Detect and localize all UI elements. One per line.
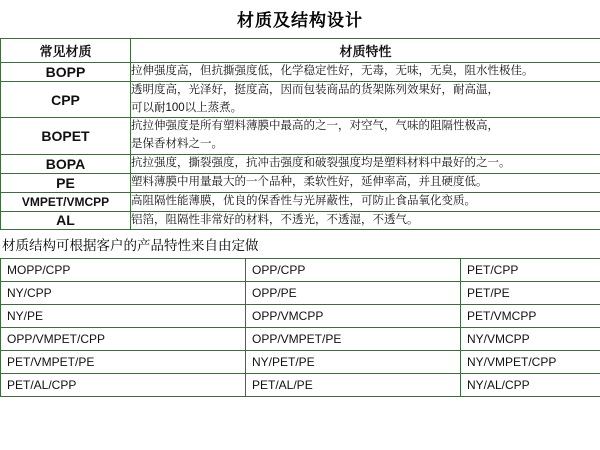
combination-cell: PET/AL/CPP bbox=[1, 374, 246, 397]
description-line: 可以耐100以上蒸煮。 bbox=[131, 101, 243, 114]
combination-cell: PET/CPP bbox=[461, 259, 600, 282]
combination-cell: NY/CPP bbox=[1, 282, 246, 305]
table-row bbox=[1, 155, 600, 174]
table-row bbox=[1, 282, 600, 305]
combination-cell: OPP/PE bbox=[246, 282, 461, 305]
material-description bbox=[131, 192, 600, 211]
description-line: 拉伸强度高，但抗撕强度低，化学稳定性好，无毒，无味，无臭，阻水性极佳。 bbox=[131, 65, 534, 77]
combination-cell: NY/VMCPP bbox=[461, 328, 600, 351]
material-name: AL bbox=[1, 211, 131, 230]
table-header-row bbox=[1, 39, 600, 63]
combination-cell: PET/VMPET/PE bbox=[1, 351, 246, 374]
description-line: 高阻隔性能薄膜，优良的保香性与光屏蔽性，可防止食品氧化变质。 bbox=[131, 194, 476, 207]
material-description bbox=[131, 63, 600, 82]
table-row bbox=[1, 211, 600, 230]
table-row bbox=[1, 351, 600, 374]
description-line: 抗拉强度，撕裂强度，抗冲击强度和破裂强度均是塑料材料中最好的之一。 bbox=[131, 157, 511, 170]
description-line: 塑料薄膜中用量最大的一个品种，柔软性好，延伸率高，并且硬度低。 bbox=[131, 175, 488, 188]
table-row bbox=[1, 192, 600, 211]
material-name: CPP bbox=[1, 81, 131, 118]
table-row bbox=[1, 81, 600, 118]
description-line: 是保香材料之一。 bbox=[131, 138, 223, 151]
material-name: PE bbox=[1, 173, 131, 192]
table-row bbox=[1, 173, 600, 192]
combination-cell: NY/VMPET/CPP bbox=[461, 351, 600, 374]
material-name: VMPET/VMCPP bbox=[1, 192, 131, 211]
combinations-table bbox=[0, 258, 600, 397]
material-name: BOPP bbox=[1, 63, 131, 82]
description-line: 铝箔，阻隔性非常好的材料，不透光，不透湿，不透气。 bbox=[131, 213, 419, 226]
material-description bbox=[131, 173, 600, 192]
material-name: BOPA bbox=[1, 155, 131, 174]
material-description bbox=[131, 155, 600, 174]
material-description bbox=[131, 118, 600, 155]
material-description bbox=[131, 81, 600, 118]
column-header-material: 常见材质 bbox=[1, 39, 131, 63]
combination-cell: NY/PE bbox=[1, 305, 246, 328]
combination-cell: PET/VMCPP bbox=[461, 305, 600, 328]
combination-cell: OPP/VMPET/CPP bbox=[1, 328, 246, 351]
combination-cell: OPP/VMCPP bbox=[246, 305, 461, 328]
combination-cell: PET/AL/PE bbox=[246, 374, 461, 397]
page-title: 材质及结构设计 bbox=[237, 11, 363, 30]
combination-cell: PET/PE bbox=[461, 282, 600, 305]
combination-cell: NY/AL/CPP bbox=[461, 374, 600, 397]
description-line: 透明度高，光泽好，挺度高，因而包装商品的货架陈列效果好，耐高温， bbox=[131, 83, 499, 96]
table-row bbox=[1, 259, 600, 282]
table-row bbox=[1, 63, 600, 82]
section-subtitle: 材质结构可根据客户的产品特性来自由定做 bbox=[2, 238, 259, 254]
column-header-properties: 材质特性 bbox=[131, 39, 600, 63]
description-line: 抗拉伸强度是所有塑料薄膜中最高的之一，对空气，气味的阻隔性极高， bbox=[131, 120, 499, 133]
table-row bbox=[1, 118, 600, 155]
table-row bbox=[1, 305, 600, 328]
combination-cell: MOPP/CPP bbox=[1, 259, 246, 282]
combination-cell: OPP/VMPET/PE bbox=[246, 328, 461, 351]
table-row bbox=[1, 328, 600, 351]
material-name: BOPET bbox=[1, 118, 131, 155]
combination-cell: NY/PET/PE bbox=[246, 351, 461, 374]
materials-table bbox=[0, 38, 600, 230]
material-description bbox=[131, 211, 600, 230]
combination-cell: OPP/CPP bbox=[246, 259, 461, 282]
table-row bbox=[1, 374, 600, 397]
